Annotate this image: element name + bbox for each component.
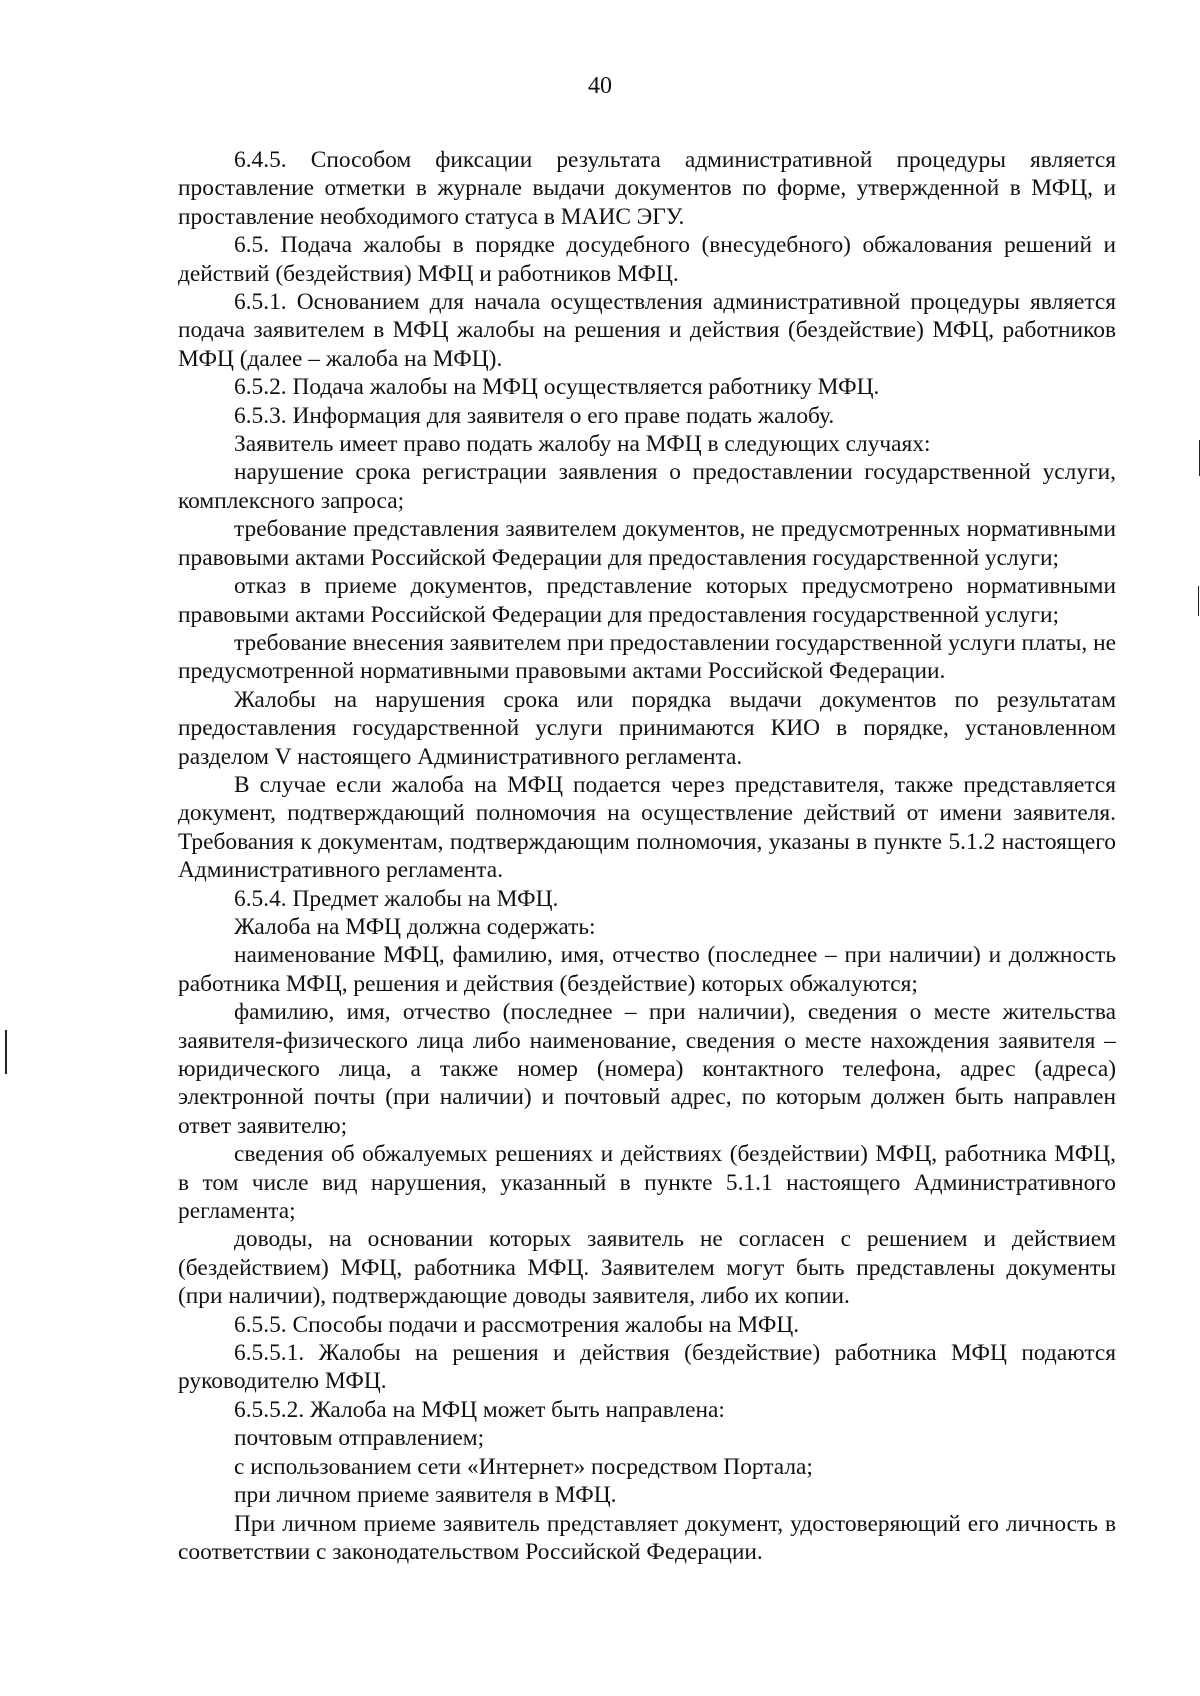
paragraph: требование внесения заявителем при предоставлении государственной услуги платы, не предусмотренной нормативными правовыми актами Российской Федерации. <box>178 629 1116 685</box>
paragraph: отказ в приеме документов, представление которых предусмотрено нормативными правовыми актами Российской Федерации для предоставления государственной услуги; <box>178 573 1116 628</box>
paragraph: доводы, на основании которых заявитель не согласен с решением и действием (бездействием) МФЦ, работника МФЦ. Заявителем могут быть представлены документы (при наличии), подтверждающие доводы заявителя, либо их копии. <box>178 1226 1116 1310</box>
paragraph: Жалобы на нарушения срока или порядка выдачи документов по результатам предоставления государственной услуги принимаются КИО в порядке, установленном разделом V настоящего Административного регламента. <box>178 686 1116 770</box>
paragraph: 6.5.4. Предмет жалобы на МФЦ. <box>234 885 559 912</box>
scan-mark <box>5 1030 7 1074</box>
paragraph: 6.5.2. Подача жалобы на МФЦ осуществляется работнику МФЦ. <box>234 374 880 401</box>
paragraph: нарушение срока регистрации заявления о предоставлении государственной услуги, комплексного запроса; <box>178 459 1116 514</box>
paragraph: 6.5.5. Способы подачи и рассмотрения жалобы на МФЦ. <box>234 1311 800 1338</box>
paragraph: 6.5.3. Информация для заявителя о его праве подать жалобу. <box>234 402 835 429</box>
paragraph: требование представления заявителем документов, не предусмотренных нормативными правовыми актами Российской Федерации для предоставления государственной услуги; <box>178 516 1116 571</box>
paragraph: почтовым отправлением; <box>234 1425 485 1452</box>
page-number: 40 <box>588 73 612 99</box>
paragraph: с использованием сети «Интернет» посредством Портала; <box>234 1453 813 1480</box>
paragraph: 6.5. Подача жалобы в порядке досудебного (внесудебного) обжалования решений и действий (бездействия) МФЦ и работников МФЦ. <box>178 232 1116 287</box>
paragraph: при личном приеме заявителя в МФЦ. <box>234 1482 617 1509</box>
paragraph: 6.5.1. Основанием для начала осуществления административной процедуры является подача заявителем в МФЦ жалобы на решения и действия (бездействие) МФЦ, работников МФЦ (далее – жалоба на МФЦ). <box>178 289 1116 372</box>
paragraph: 6.4.5. Способом фиксации результата административной процедуры является проставление отметки в журнале выдачи документов по форме, утвержденной в МФЦ, и проставление необходимого статуса в МАИС ЭГУ. <box>178 147 1116 230</box>
paragraph: наименование МФЦ, фамилию, имя, отчество (последнее – при наличии) и должность работника МФЦ, решения и действия (бездействие) которых обжалуются; <box>178 942 1116 997</box>
paragraph: Жалоба на МФЦ должна содержать: <box>234 913 596 940</box>
paragraph: В случае если жалоба на МФЦ подается через представителя, также представляется документ, подтверждающий полномочия на осуществление действий от имени заявителя. Требования к документам, подтверждающим полномочия, указаны в пункте 5.1.2 настоящего Административного регламента. <box>178 771 1116 884</box>
paragraph: Заявитель имеет право подать жалобу на МФЦ в следующих случаях: <box>234 431 931 458</box>
paragraph: фамилию, имя, отчество (последнее – при наличии), сведения о месте жительства заявителя-физического лица либо наименование, сведения о месте нахождения заявителя – юридического лица, а также номер (номера) контактного телефона, адрес (адреса) электронной почты (при наличии) и почтовый адрес, по которым должен быть направлен ответ заявителю; <box>178 999 1116 1139</box>
document-body <box>178 146 1116 1566</box>
paragraph: При личном приеме заявитель представляет документ, удостоверяющий его личность в соответствии с законодательством Российской Федерации. <box>178 1510 1116 1565</box>
paragraph: сведения об обжалуемых решениях и действиях (бездействии) МФЦ, работника МФЦ, в том числе вид нарушения, указанный в пункте 5.1.1 настоящего Административного регламента; <box>178 1141 1116 1225</box>
paragraph: 6.5.5.1. Жалобы на решения и действия (бездействие) работника МФЦ подаются руководителю МФЦ. <box>178 1340 1116 1395</box>
paragraph: 6.5.5.2. Жалоба на МФЦ может быть направлена: <box>234 1396 725 1423</box>
scan-mark <box>1198 586 1199 616</box>
